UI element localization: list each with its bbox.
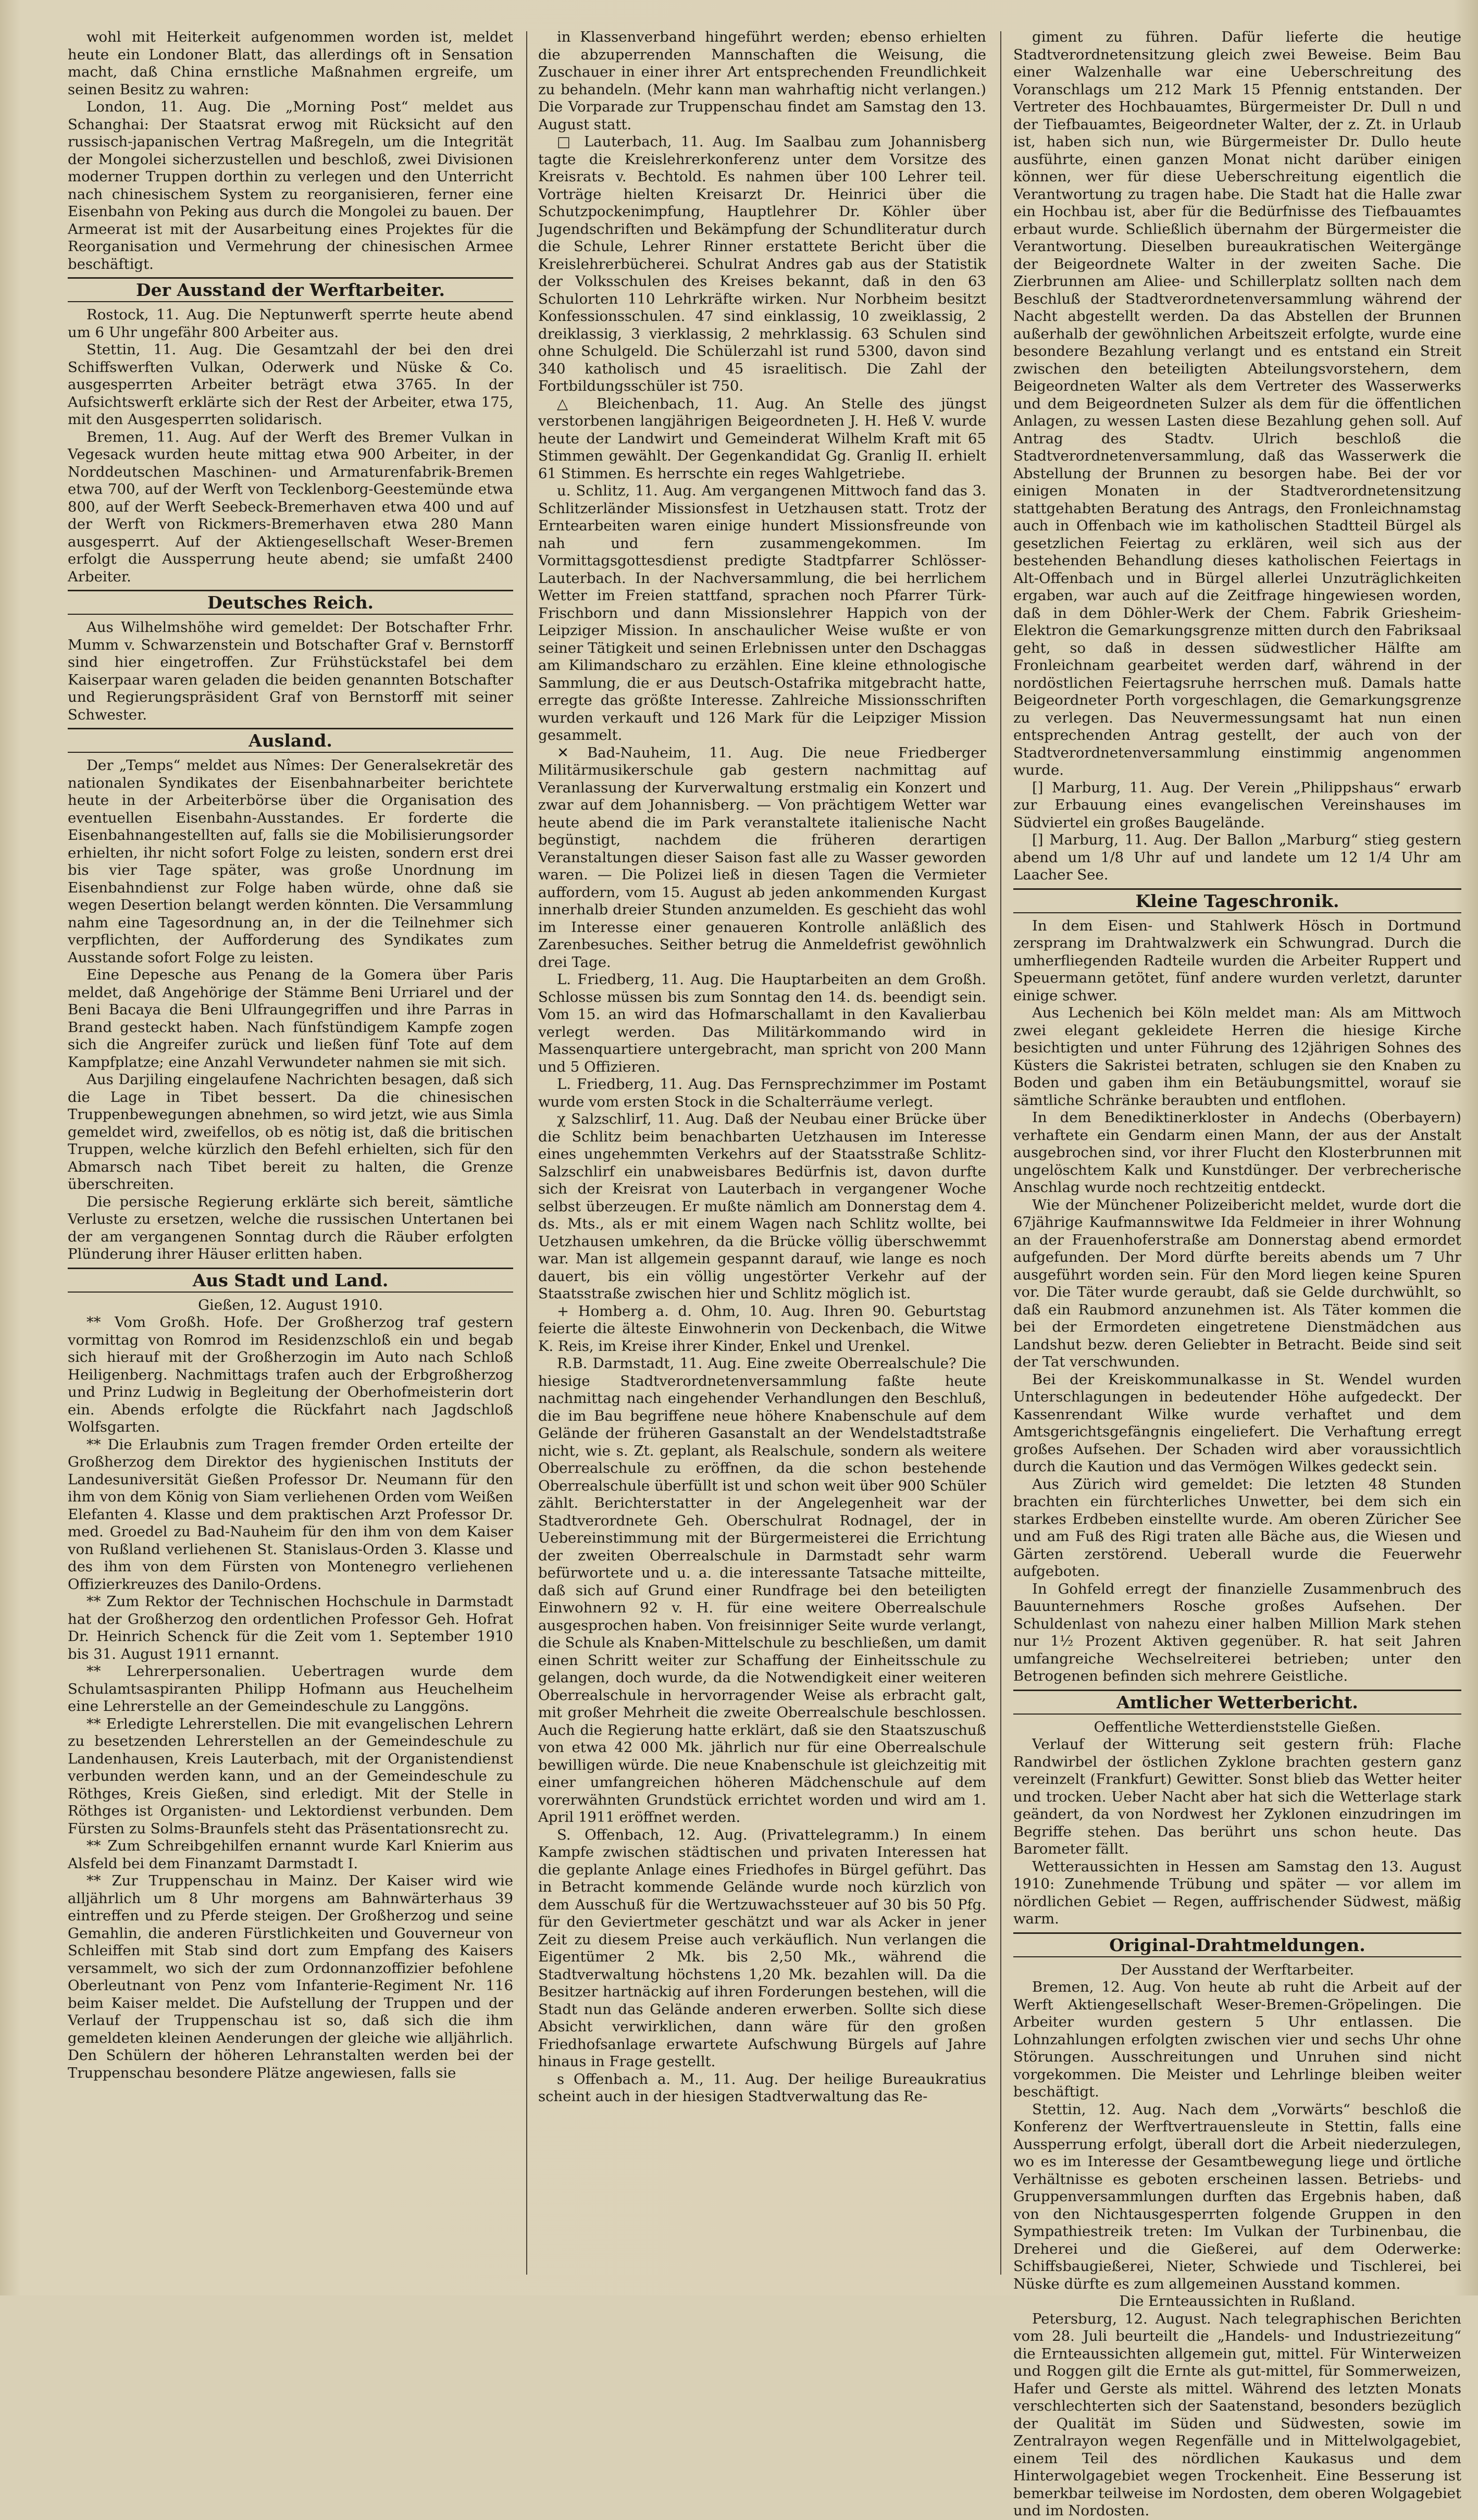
article-paragraph: Wie der Münchener Polizeibericht meldet, wurde dort die 67jährige Kaufmannswitwe Ida Feldmeier in ihrer Wohnung an der Frauenhoferstraße am Donnerstag abend ermordet aufgefunden. Der Mord dürfte bereits abends um 7 Uhr ausgeführt worden sein. Für den Mord liegen keine Spuren vor. Die Täter wurde geraubt, daß sie Gelde durchwühlt, so daß ein Raubmord anzunehmen ist. Als Täter kommen die bei der Ermordeten eingetretene Dienstmädchen aus Landshut bezw. deren Geliebter in Betracht. Beide sind seit der Tat verschwunden. bbox=[1013, 1196, 1461, 1370]
article-paragraph: △ Bleichenbach, 11. Aug. An Stelle des jüngst verstorbenen langjährigen Beigeordneten J. H. Heß V. wurde heute der Landwirt und Gemeinderat Wilhelm Kraft mit 65 Stimmen gewählt. Der Gegenkandidat Gg. Granlig II. erhielt 61 Stimmen. Es herrschte ein reges Wahlgetriebe. bbox=[538, 395, 986, 482]
article-paragraph: u. Schlitz, 11. Aug. Am vergangenen Mittwoch fand das 3. Schlitzerländer Missionsfest in Uetzhausen statt. Trotz der Erntearbeiten waren einige hundert Missionsfreunde von nah und fern zusammengekommen. Im Vormittagsgottesdienst predigte Stadtpfarrer Schlösser-Lauterbach. In der Nachversammlung, die bei herrlichem Wetter im Freien stattfand, sprachen noch Pfarrer Türk-Frischborn und dann Missionslehrer Happich von der Leipziger Mission. In anschaulicher Weise wußte er von seiner Tätigkeit und seinen Erlebnissen unter den Dschaggas am Kilimandscharo zu erzählen. Eine kleine ethnologische Sammlung, die er aus Deutsch-Ostafrika mitgebracht hatte, erregte das größte Interesse. Zahlreiche Missionsschriften wurden verkauft und 126 Mark für die Leipziger Mission gesammelt. bbox=[538, 482, 986, 743]
article-paragraph: Stettin, 12. Aug. Nach dem „Vorwärts“ beschloß die Konferenz der Werftvertrauensleute in Stettin, falls eine Aussperrung erfolgt, überall dort die Arbeit niederzulegen, wo es im Interesse der Gesamtbewegung liege und örtliche Verhältnisse es geboten erscheinen lassen. Betriebs- und Gruppenversammlungen durften das Ergebnis haben, daß von den Nichtausgesperrten folgende Gruppen in den Sympathiestreik treten: Im Vulkan der Turbinenbau, die Dreherei und die Gießerei, auf dem Oderwerke: Schiffsbaugießerei, Nieter, Schwiede und Tischlerei, bei Nüske dürfte es zum allgemeinen Ausstand kommen. bbox=[1013, 2101, 1461, 2292]
article-paragraph: [] Marburg, 11. Aug. Der Verein „Philippshaus“ erwarb zur Erbauung eines evangelischen Vereinshauses im Südviertel ein großes Baugelände. bbox=[1013, 779, 1461, 831]
article-paragraph: In Gohfeld erregt der finanzielle Zusammenbruch des Bauunternehmers Rosche großes Aufsehen. Der Schuldenlast von nahezu einer halben Million Mark stehen nur 1½ Prozent Aktiven gegenüber. R. hat seit Jahren umfangreiche Wechselreiterei betrieben; unter den Betrogenen befinden sich mehrere Geistliche. bbox=[1013, 1580, 1461, 1684]
section-heading bbox=[1013, 1690, 1461, 1715]
article-paragraph: In dem Benediktinerkloster in Andechs (Oberbayern) verhaftete ein Gendarm einen Mann, der aus der Anstalt ausgebrochen sind, vor ihrer Flucht den Klosterbrunnen mit ungelöschtem Kalk und Kunstdünger. Der verbrecherische Anschlag wurde noch rechtzeitig entdeckt. bbox=[1013, 1109, 1461, 1196]
article-paragraph: Aus Lechenich bei Köln meldet man: Als am Mittwoch zwei elegant gekleidete Herren die hiesige Kirche besichtigten und unter Führung des 12jährigen Sohnes des Küsters die Sakristei betraten, schlugen sie den Knaben zu Boden und gaben ihm ein Betäubungsmittel, worauf sie sämtliche Schränke beraubten und entflohen. bbox=[1013, 1004, 1461, 1109]
article-paragraph: Wetteraussichten in Hessen am Samstag den 13. August 1910: Zunehmende Trübung und später — vor allem im nördlichen Gebiet — Regen, auffrischender Südwest, mäßig warm. bbox=[1013, 1858, 1461, 1927]
column-1 bbox=[68, 29, 513, 2275]
subheading: Oeffentliche Wetterdienststelle Gießen. bbox=[1094, 1718, 1381, 1735]
column-divider bbox=[1000, 31, 1001, 2275]
article-paragraph: L. Friedberg, 11. Aug. Die Hauptarbeiten an dem Großh. Schlosse müssen bis zum Sonntag den 14. ds. beendigt sein. Vom 15. an wird das Hofmarschallamt in den Kavalierbau verlegt werden. Das Militärkommando wird in Massenquartiere untergebracht, man spricht von 200 Mann und 5 Offizieren. bbox=[538, 971, 986, 1075]
article-paragraph: ** Lehrerpersonalien. Uebertragen wurde dem Schulamtsaspiranten Philipp Hofmann aus Heuchelheim eine Lehrerstelle an der Gemeindeschule zu Langgöns. bbox=[68, 1663, 513, 1715]
article-paragraph: Stettin, 11. Aug. Die Gesamtzahl der bei den drei Schiffswerften Vulkan, Oderwerk und Nüske & Co. ausgesperrten Arbeiter beträgt etwa 3765. In der Aufsichtswerft erklärte sich der Rest der Arbeiter, etwa 175, mit den Ausgesperrten solidarisch. bbox=[68, 341, 513, 428]
section-heading bbox=[68, 1268, 513, 1293]
article-paragraph: Verlauf der Witterung seit gestern früh: Flache Randwirbel der östlichen Zyklone brachten gestern ganz vereinzelt (Frankfurt) Gewitter. Sonst blieb das Wetter heiter und trocken. Ueber Nacht aber hat sich die Wetterlage stark geändert, da von Nordwest her Zyklonen einzudringen im Begriffe stehen. Das berührt uns schon heute. Das Barometer fällt. bbox=[1013, 1736, 1461, 1857]
article-paragraph: ** Zum Schreibgehilfen ernannt wurde Karl Knierim aus Alsfeld bei dem Finanzamt Darmstadt I. bbox=[68, 1838, 513, 1872]
article-paragraph: ✕ Bad-Nauheim, 11. Aug. Die neue Friedberger Militärmusikerschule gab gestern nachmittag auf Veranlassung der Kurverwaltung erstmalig ein Konzert und zwar auf dem Johannisberg. — Von prächtigem Wetter war heute abend die im Park veranstaltete italienische Nacht begünstigt, nachdem die früheren derartigen Veranstaltungen dieser Saison fast alle zu Wasser geworden waren. — Die Polizei ließ in diesen Tagen die Vermieter auffordern, vom 15. August ab jeden ankommenden Kurgast innerhalb dreier Stunden anzumelden. Es geschieht das wohl im Interesse einer genaueren Kontrolle anläßlich des Zarenbesuches. Seither betrug die Anmeldefrist gewöhnlich drei Tage. bbox=[538, 744, 986, 971]
article-paragraph: R.B. Darmstadt, 11. Aug. Eine zweite Oberrealschule? Die hiesige Stadtverordnetenversammlung faßte heute nachmittag nach eingehender Verhandlungen den Beschluß, die im Bau begriffene neue höhere Knabenschule auf dem Gelände der früheren Gasanstalt an der Wendelstadtstraße nicht, wie s. Zt. geplant, als Realschule, sondern als weitere Oberrealschule zu eröffnen, da die schon bestehende Oberrealschule überfüllt ist und schon weit über 900 Schüler zählt. Berichterstatter in der Angelegenheit war der Stadtverordnete Geh. Oberschulrat Rodnagel, der in Uebereinstimmung mit der Bürgermeisterei die Errichtung der zweiten Oberrealschule in Darmstadt sehr warm befürwortete und u. a. die interessante Tatsache mitteilte, daß sich auf Grund einer Rundfrage bei den beteiligten Einwohnern 92 v. H. für eine weitere Oberrealschule ausgesprochen haben. Von freisinniger Seite wurde verlangt, die Schule als Knaben-Mittelschule zu beschließen, um damit einen Schritt weiter zur Schaffung der Einheitsschule zu gelangen, doch wurde, da die Notwendigkeit einer weiteren Oberrealschule in hervorragender Weise als erbracht galt, mit großer Mehrheit die zweite Oberrealschule beschlossen. Auch die Regierung hatte erklärt, daß sie den Staatszuschuß von etwa 42 000 Mk. jährlich nur für eine Oberrealschule bewilligen würde. Die neue Knabenschule ist gleichzeitig mit einer umfangreichen höheren Mädchenschule auf dem vorerwähnten Grundstück errichtet worden und wird am 1. April 1911 eröffnet werden. bbox=[538, 1355, 986, 1826]
article-paragraph: Bremen, 11. Aug. Auf der Werft des Bremer Vulkan in Vegesack wurden heute mittag etwa 900 Arbeiter, in der Norddeutschen Maschinen- und Armaturenfabrik-Bremen etwa 700, auf der Werft von Tecklenborg-Geestemünde etwa 800, auf der Werft Seebeck-Bremerhaven etwa 400 und auf der Werft von Rickmers-Bremerhaven etwa 280 Mann ausgesperrt. Auf der Aktiengesellschaft Weser-Bremen erfolgt die Aussperrung heute abend; sie umfaßt 2400 Arbeiter. bbox=[68, 428, 513, 585]
article-paragraph: Aus Wilhelmshöhe wird gemeldet: Der Botschafter Frhr. Mumm v. Schwarzenstein und Botschafter Graf v. Bernstorff sind hier eingetroffen. Zur Frühstückstafel bei dem Kaiserpaar waren geladen die beiden genannten Botschafter und Regierungspräsident Graf von Bernstorff mit seiner Schwester. bbox=[68, 619, 513, 723]
article-paragraph: Rostock, 11. Aug. Die Neptunwerft sperrte heute abend um 6 Uhr ungefähr 800 Arbeiter aus. bbox=[68, 306, 513, 341]
subheading: Die Ernteaussichten in Rußland. bbox=[1119, 2293, 1356, 2310]
article-paragraph: Aus Zürich wird gemeldet: Die letzten 48 Stunden brachten ein fürchterliches Unwetter, bei dem sich ein starkes Erdbeben einstellte wurde. Am oberen Züricher See und am Fuß des Rigi traten alle Bäche aus, die Wiesen und Gärten zerstörend. Ueberall wurde die Feuerwehr aufgeboten. bbox=[1013, 1475, 1461, 1580]
article-paragraph: ** Die Erlaubnis zum Tragen fremder Orden erteilte der Großherzog dem Direktor des hygienischen Instituts der Landesuniversität Gießen Professor Dr. Neumann für den ihm von dem König von Siam verliehenen Orden vom Weißen Elefanten 4. Klasse und dem praktischen Arzt Professor Dr. med. Groedel zu Bad-Nauheim für den ihm von dem Kaiser von Rußland verliehenen St. Stanislaus-Orden 3. Klasse und des ihm von dem Fürsten von Montenegro verliehenen Offizierkreuzes des Danilo-Ordens. bbox=[68, 1436, 513, 1593]
article-paragraph: In dem Eisen- und Stahlwerk Hösch in Dortmund zersprang im Drahtwalzwerk ein Schwungrad. Durch die umherfliegenden Radteile wurden die Arbeiter Ruppert und Speuermann getötet, fünf andere wurden verletzt, darunter einige schwer. bbox=[1013, 917, 1461, 1004]
article-paragraph: wohl mit Heiterkeit aufgenommen worden ist, meldet heute ein Londoner Blatt, das allerdings oft in Sensation macht, daß China ernstliche Maßnahmen ergreife, um seinen Besitz zu wahren: bbox=[68, 29, 513, 98]
column-divider bbox=[526, 31, 527, 2275]
section-heading bbox=[68, 590, 513, 615]
article-paragraph: S. Offenbach, 12. Aug. (Privattelegramm.) In einem Kampfe zwischen städtischen und privaten Interessen hat die geplante Anlage eines Friedhofes in Bürgel geführt. Das in Betracht kommende Gelände wurde noch kürzlich von dem Ausschuß für die Wertzuwachssteuer auf 30 bis 50 Pfg. für den Geviertmeter geschätzt und war als Acker in jener Zeit zu diesem Preise auch verkäuflich. Nun verlangen die Eigentümer 2 Mk. bis 2,50 Mk., während die Stadtverwaltung höchstens 1,20 Mk. bezahlen will. Da die Besitzer hartnäckig auf ihren Forderungen bestehen, will die Stadt nun das Gelände anderen erwerben. Sollte sich diese Absicht verwirklichen, dann wäre für den großen Friedhofsanlage erwartete Aufschwung Bürgels auf Jahre hinaus in Frage gestellt. bbox=[538, 1826, 986, 2070]
section-heading bbox=[1013, 1932, 1461, 1957]
section-heading-text: Amtlicher Wetterbericht. bbox=[1116, 1692, 1358, 1712]
article-paragraph: Aus Darjiling eingelaufene Nachrichten besagen, daß sich die Lage in Tibet bessert. Da die chinesischen Truppenbewegungen abnehmen, so wird jetzt, wie aus Simla gemeldet wird, zweifellos, ob es nötig ist, daß die britischen Truppen, welche kürzlich den Befehl erhielten, sich für den Abmarsch nach Tibet bereit zu halten, die Grenze überschreiten. bbox=[68, 1071, 513, 1193]
article-paragraph: [] Marburg, 11. Aug. Der Ballon „Marburg“ stieg gestern abend um 1/8 Uhr auf und landete um 12 1/4 Uhr am Laacher See. bbox=[1013, 831, 1461, 883]
article-paragraph: giment zu führen. Dafür lieferte die heutige Stadtverordnetensitzung gleich zwei Beweise. Beim Bau einer Walzenhalle war eine Ueberschreitung des Voranschlags um 212 Mark 15 Pfennig entstanden. Der Vertreter des Hochbauamtes, Bürgermeister Dr. Dull n und der Tiefbauamtes, Beigeordneter Walter, der z. Zt. in Urlaub ist, haben sich nun, wie Bürgermeister Dr. Dullo heute ausführte, einen ganzen Monat nicht darüber einigen können, wer für diese Ueberschreitung eigentlich die Verantwortung zu tragen habe. Die Stadt hat die Halle zwar ein Hochbau ist, aber für die Bedürfnisse des Tiefbauamtes erbaut wurde. Schließlich übernahm der Bürgermeister die Verantwortung. Dieselben bureaukratischen Weitergänge der Beigeordnete Walter in der zweiten Sache. Die Zierbrunnen am Aliee- und Schillerplatz sollten nach dem Beschluß der Stadtverordnetenversammlung während der Nacht abgestellt werden. Da das Abstellen der Brunnen außerhalb der gewöhnlichen Arbeitszeit erfolgte, wurde eine besondere Bezahlung verlangt und es entstand ein Streit zwischen den beteiligten Abteilungsvorstehern, dem Beigeordneten Walter als dem Vertreter des Wasserwerks und dem Beigeordneten Sulzer als dem für die öffentlichen Anlagen, zu wessen Lasten diese Bezahlung gehen soll. Auf Antrag des Stadtv. Ulrich beschloß die Stadtverordnetenversammlung, daß das Wasserwerk die Abstellung der Brunnen zu besorgen habe. Bei der vor einigen Monaten in der Stadtverordnetensitzung stattgehabten Beratung des Antrags, den Fronleichnamstag auch in Offenbach wie im katholischen Stadtteil Bürgel als gesetzlichen Feiertag zu erklären, weil sich aus der bestehenden Behandlung dieses katholischen Feiertags in Alt-Offenbach und in Bürgel allerlei Unzuträglichkeiten ergaben, war auch auf die Zeitfrage hingewiesen worden, daß in dem Döhler-Werk der Chem. Fabrik Griesheim-Elektron die Gemarkungsgrenze mitten durch den Fabriksaal geht, so daß in dessen südwestlicher Hälfte am Fronleichnam gearbeitet werden darf, während in der nordöstlichen Feiertagsruhe herrschen muß. Damals hatte Beigeordneter Porth vorgeschlagen, die Gemarkungsgrenze zu verlegen. Das Neuvermessungsamt hat nun einen entsprechenden Antrag gestellt, der auch von der Stadtverordnetenversammlung einstimmig angenommen wurde. bbox=[1013, 29, 1461, 778]
article-paragraph: Petersburg, 12. August. Nach telegraphischen Berichten vom 28. Juli beurteilt die „Handels- und Industriezeitung“ die Ernteaussichten allgemein gut, mittel. Für Winterweizen und Roggen gilt die Ernte als gut-mittel, für Sommerweizen, Hafer und Gerste als mittel. Während des letzten Monats verschlechterten sich der Saatenstand, besonders bezüglich der Qualität im Süden und Südwesten, sowie im Zentralrayon wegen Regenfälle und in Mittelwolgagebiet, einem Teil des nördlichen Kaukasus und dem Hinterwolgagebiet wegen Trockenheit. Eine Besserung ist bemerkbar teilweise im Nordosten, dem oberen Wolgagebiet und im Nordosten. bbox=[1013, 2310, 1461, 2519]
section-heading bbox=[68, 277, 513, 302]
article-paragraph: L. Friedberg, 11. Aug. Das Fernsprechzimmer im Postamt wurde vom ersten Stock in die Schalterräume verlegt. bbox=[538, 1076, 986, 1110]
section-heading-text: Aus Stadt und Land. bbox=[192, 1270, 389, 1290]
article-paragraph: ** Zum Rektor der Technischen Hochschule in Darmstadt hat der Großherzog den ordentlichen Professor Geh. Hofrat Dr. Heinrich Schenck für die Zeit vom 1. September 1910 bis 31. August 1911 ernannt. bbox=[68, 1593, 513, 1662]
article-paragraph: ** Erledigte Lehrerstellen. Die mit evangelischen Lehrern zu besetzenden Lehrerstellen an der Gemeindeschule zu Landenhausen, Kreis Lauterbach, mit der Organistendienst verbunden werden kann, und an der Gemeindeschule zu Röthges, Kreis Gießen, sind erledigt. Mit der Stelle in Röthges ist Organisten- und Lektordienst verbunden. Dem Fürsten zu Solms-Braunfels steht das Präsentationsrecht zu. bbox=[68, 1715, 513, 1837]
section-heading bbox=[1013, 888, 1461, 913]
article-paragraph: ** Vom Großh. Hofe. Der Großherzog traf gestern vormittag von Romrod im Residenzschloß ein und begab sich hierauf mit der Großherzogin im Auto nach Schloß Heiligenberg. Nachmittags trafen auch der Erbgroßherzog und Prinz Ludwig in Begleitung der Oberhofmeisterin dort ein. Abends erfolgte die Rückfahrt nach Jagdschloß Wolfsgarten. bbox=[68, 1314, 513, 1435]
section-heading-text: Ausland. bbox=[249, 730, 332, 751]
article-paragraph: Eine Depesche aus Penang de la Gomera über Paris meldet, daß Angehörige der Stämme Beni Urriarel und der Beni Bacaya die Beni Ulfraungegriffen und ihre Parras in Brand gesteckt haben. Nach fünfstündigem Kampfe zogen sich die Angreifer zurück und ließen fünf Tote auf dem Kampfplatze; eine Anzahl Verwundeter nahmen sie mit sich. bbox=[68, 966, 513, 1071]
section-heading-text: Kleine Tageschronik. bbox=[1135, 890, 1339, 911]
article-paragraph: s Offenbach a. M., 11. Aug. Der heilige Bureaukratius scheint auch in der hiesigen Stadtverwaltung das Re- bbox=[538, 2070, 986, 2105]
article-paragraph: ** Zur Truppenschau in Mainz. Der Kaiser wird wie alljährlich um 8 Uhr morgens am Bahnwärterhaus 39 eintreffen und zu Pferde steigen. Der Großherzog und seine Gemahlin, die anderen Fürstlichkeiten und Gouverneur von Schleiffen mit Stab sind dort zum Empfang des Kaisers versammelt, wo sich der zum Ordonnanzoffizier befohlene Oberleutnant von Penz vom Infanterie-Regiment Nr. 116 beim Kaiser meldet. Die Aufstellung der Truppen und der Verlauf der Truppenschau ist so, daß sich die ihm gemeldeten kleinen Aenderungen der gleiche wie alljährlich. Den Schülern der höheren Lehranstalten werden bei der Truppenschau besondere Plätze angewiesen, falls sie bbox=[68, 1872, 513, 2081]
section-heading bbox=[68, 728, 513, 753]
article-paragraph: Bremen, 12. Aug. Von heute ab ruht die Arbeit auf der Werft Aktiengesellschaft Weser-Bremen-Gröpelingen. Die Arbeiter wurden gestern 5 Uhr entlassen. Die Lohnzahlungen erfolgten zwischen vier und sechs Uhr ohne Störungen. Ausschreitungen und Unruhen sind nicht vorgekommen. Die Meister und Lehrlinge bleiben weiter beschäftigt. bbox=[1013, 1979, 1461, 2100]
article-paragraph: in Klassenverband hingeführt werden; ebenso erhielten die abzuperrenden Mannschaften die Weisung, die Zuschauer in einer ihrer Art entsprechenden Freundlichkeit zu behandeln. (Mehr kann man wahrhaftig nicht verlangen.) Die Vorparade zur Truppenschau findet am Samstag den 13. August statt. bbox=[538, 29, 986, 133]
article-paragraph: □ Lauterbach, 11. Aug. Im Saalbau zum Johannisberg tagte die Kreislehrerkonferenz unter dem Vorsitze des Kreisrats v. Bechtold. Es nahmen über 100 Lehrer teil. Vorträge hielten Kreisarzt Dr. Heinrici über die Schutzpockenimpfung, Hauptlehrer Dr. Köhler über Jugendschriften und Bekämpfung der Schundliteratur durch die Schule, Lehrer Rinner erstattete Bericht über die Kreislehrerbücherei. Schulrat Andres gab aus der Statistik der Volksschulen des Kreises bekannt, daß in den 63 Schulorten 110 Lehrkräfte wirken. Nur Norbheim besitzt Konfessionsschulen. 47 sind einklassig, 10 zweiklassig, 2 dreiklassig, 3 vierklassig, 2 mehrklassig. 63 Schulen sind ohne Schulgeld. Die Schülerzahl ist rund 5300, davon sind 340 katholisch und 45 israelitisch. Die Zahl der Fortbildungsschüler ist 750. bbox=[538, 133, 986, 394]
article-paragraph: Der „Temps“ meldet aus Nîmes: Der Generalsekretär des nationalen Syndikates der Eisenbahnarbeiter berichtete heute in der Arbeiterbörse über die Organisation des eventuellen Eisenbahn-Ausstandes. Er forderte die Eisenbahnangestellten auf, falls sie die Mobilisierungsorder erhielten, ihr nicht sofort Folge zu leisten, sondern erst drei bis vier Tage später, was große Unordnung im Eisenbahndienst zur Folge haben würde, ohne daß sie wegen Desertion belangt werden könnten. Die Versammlung nahm eine Tagesordnung an, in der die Teilnehmer sich verpflichten, der Aufforderung des Syndikates zum Ausstande sofort Folge zu leisten. bbox=[68, 757, 513, 966]
article-paragraph: + Homberg a. d. Ohm, 10. Aug. Ihren 90. Geburtstag feierte die älteste Einwohnerin von Deckenbach, die Witwe K. Reis, im Kreise ihrer Kinder, Enkel und Urenkel. bbox=[538, 1302, 986, 1355]
subheading: Der Ausstand der Werftarbeiter. bbox=[1120, 1961, 1355, 1978]
article-paragraph: χ Salzschlirf, 11. Aug. Daß der Neubau einer Brücke über die Schlitz beim benachbarten Uetzhausen im Interesse eines ungehemmten Verkehrs auf der Staatsstraße Schlitz-Salzschlirf ein unabweisbares Bedürfnis ist, davon durfte sich der Kreisrat von Lauterbach in vergangener Woche selbst überzeugen. Er mußte nämlich am Donnerstag dem 4. ds. Mts., als er mit einem Wagen nach Schlitz wollte, bei Uetzhausen umkehren, da die Brücke völlig überschwemmt war. Man ist allgemein gespannt darauf, wie lange es noch dauert, bis ein völlig ungestörter Verkehr auf der Staatsstraße zwischen hier und Schlitz möglich ist. bbox=[538, 1111, 986, 1302]
article-paragraph: Die persische Regierung erklärte sich bereit, sämtliche Verluste zu ersetzen, welche die russischen Untertanen bei der am vergangenen Sonntag durch die Räuber erfolgten Plünderung ihrer Häuser erlitten haben. bbox=[68, 1193, 513, 1262]
article-paragraph: Bei der Kreiskommunalkasse in St. Wendel wurden Unterschlagungen in bedeutender Höhe aufgedeckt. Der Kassenrendant Wilke wurde verhaftet und dem Amtsgerichtsgefängnis eingeliefert. Die Verhaftung erregt großes Aufsehen. Der Schaden wird aber voraussichtlich durch die Kaution und das Vermögen Wilkes gedeckt sein. bbox=[1013, 1371, 1461, 1475]
column-3 bbox=[1013, 29, 1461, 2519]
article-paragraph: London, 11. Aug. Die „Morning Post“ meldet aus Schanghai: Der Staatsrat erwog mit Rücksicht auf den russisch-japanischen Vertrag Maßregeln, um die Integrität der Mongolei sicherzustellen und beschloß, zwei Divisionen moderner Truppen dorthin zu verlegen und den Unterricht nach chinesischem System zu reorganisieren, ferner eine Eisenbahn von Peking aus durch die Mongolei zu bauen. Der Armeerat ist mit der Ausarbeitung eines Projektes für die Reorganisation und Vermehrung der chinesischen Armee beschäftigt. bbox=[68, 98, 513, 272]
section-heading-text: Deutsches Reich. bbox=[207, 592, 374, 613]
section-heading-text: Der Ausstand der Werftarbeiter. bbox=[135, 280, 445, 300]
column-2 bbox=[538, 29, 986, 2275]
subheading: Gießen, 12. August 1910. bbox=[198, 1296, 383, 1313]
section-heading-text: Original-Drahtmeldungen. bbox=[1109, 1934, 1365, 1955]
